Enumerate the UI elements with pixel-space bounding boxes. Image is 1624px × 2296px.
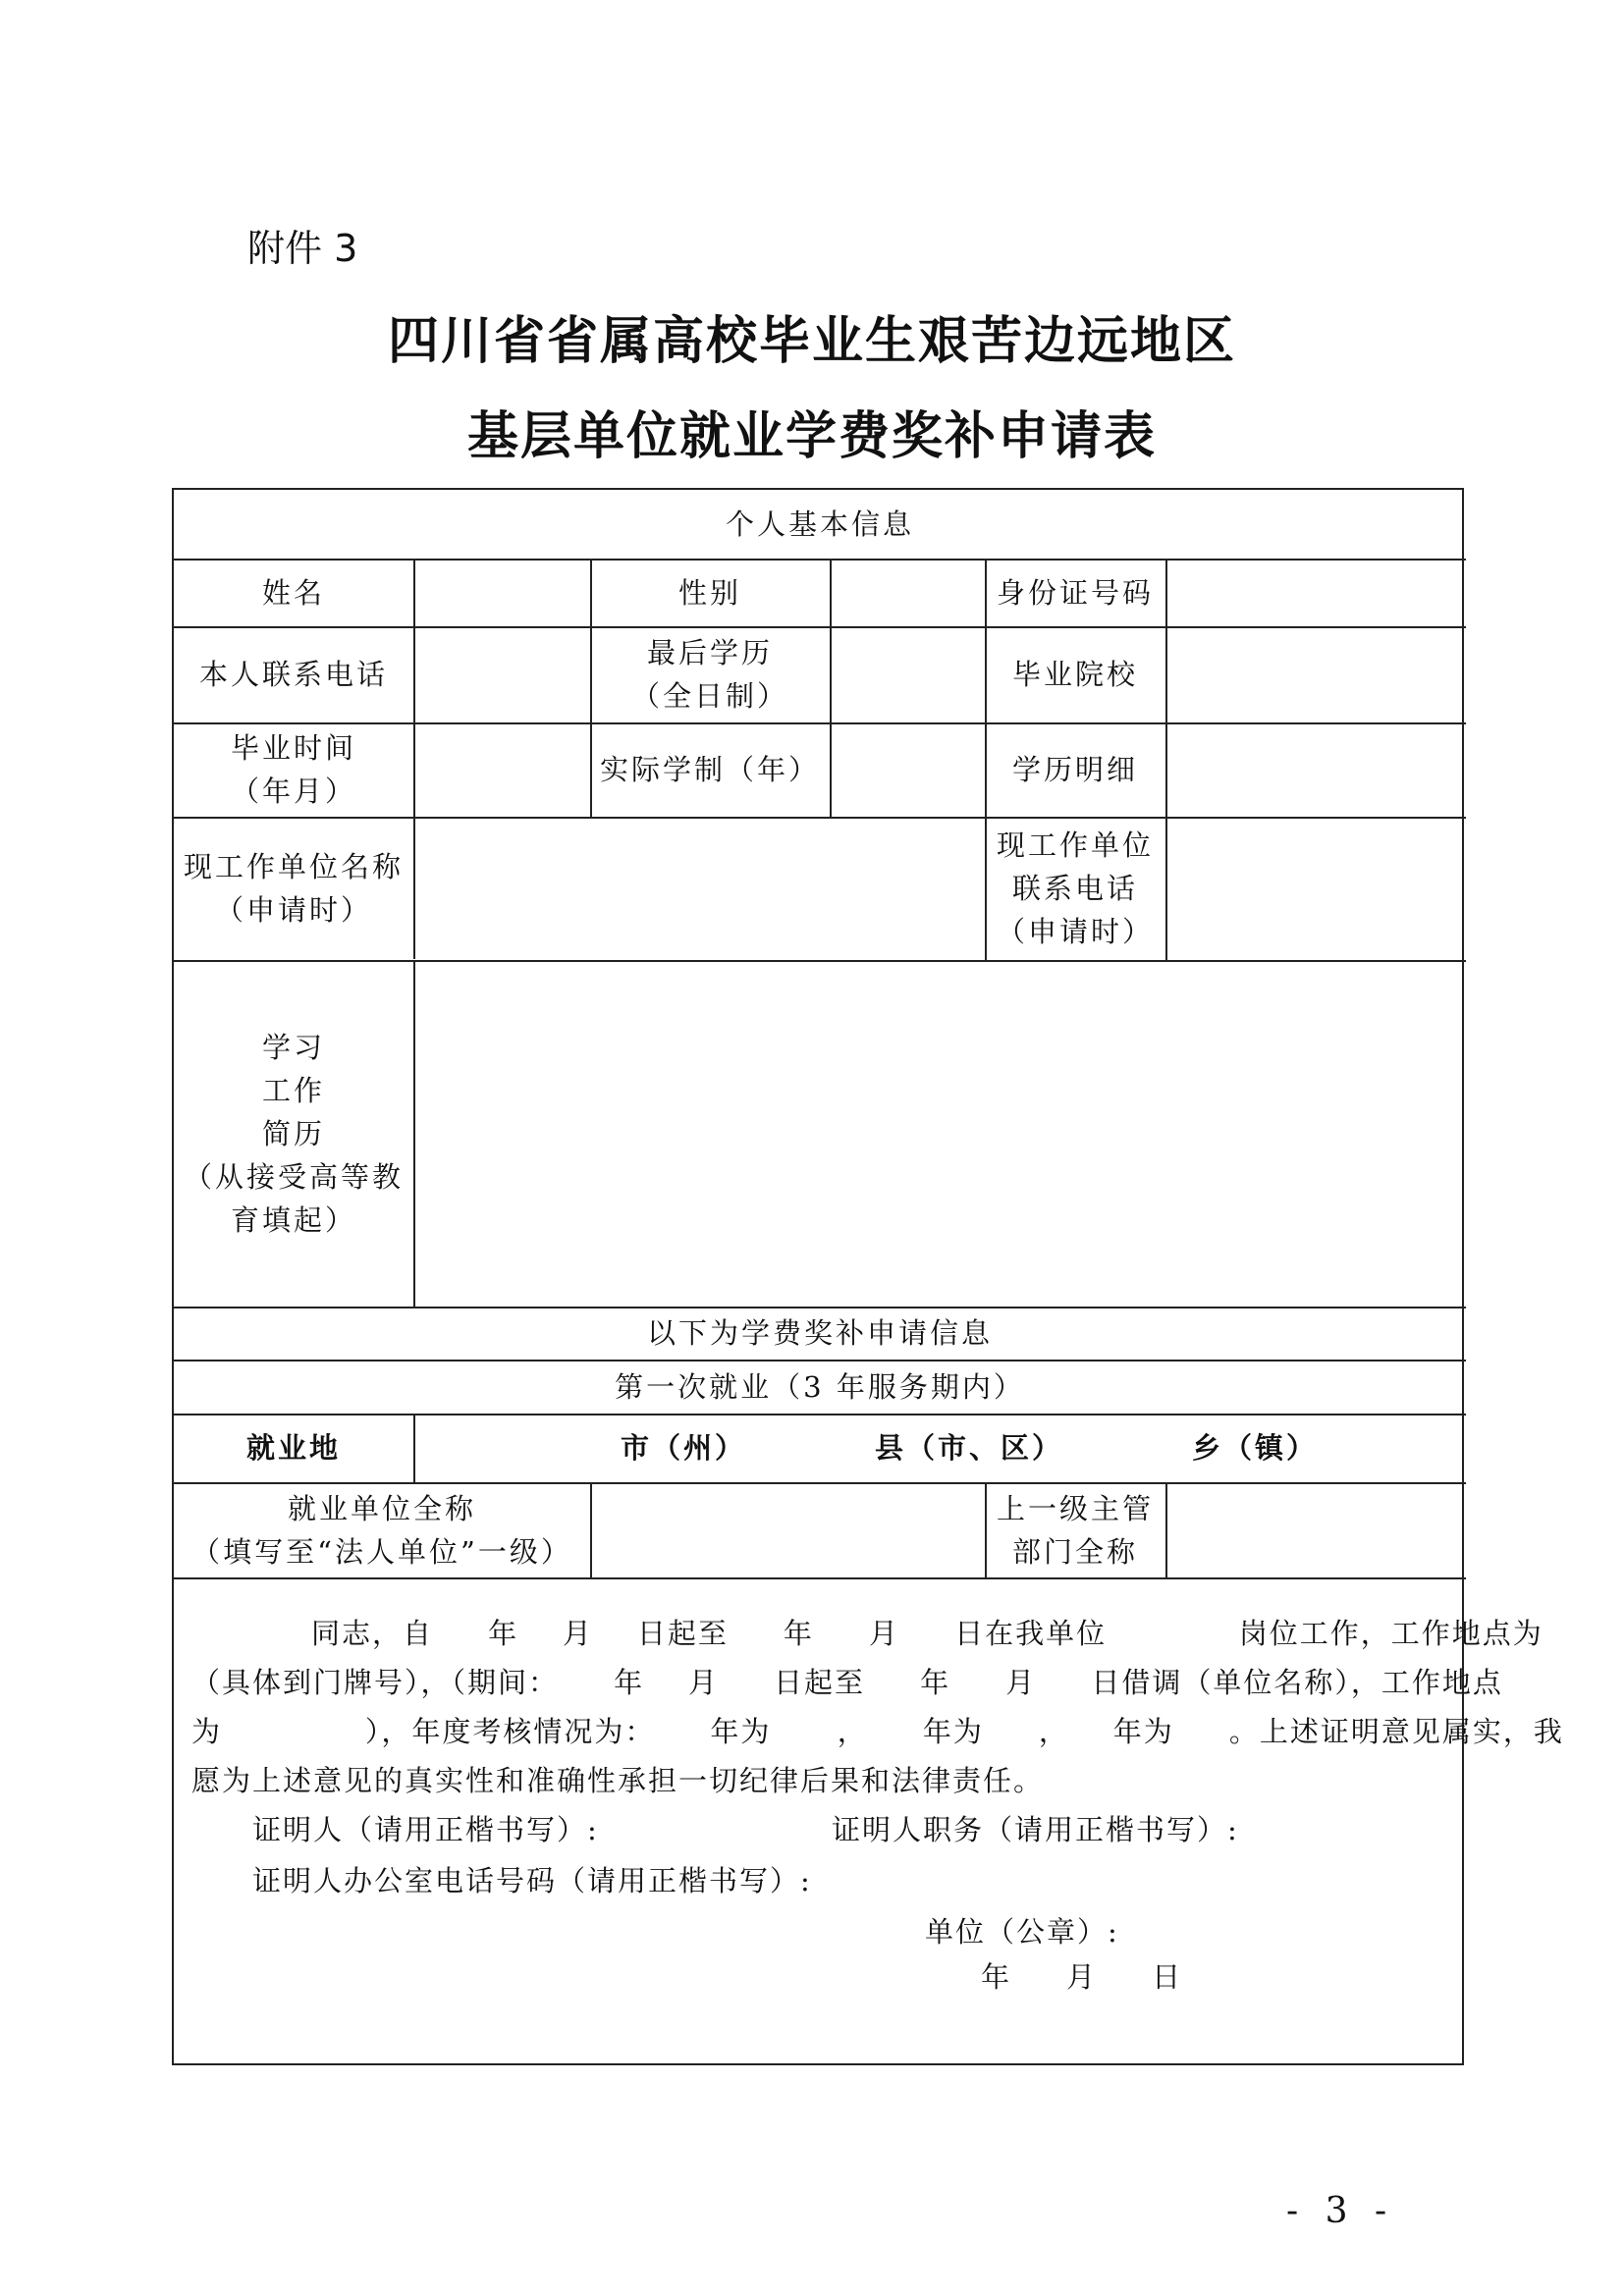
- field-gender[interactable]: [830, 559, 985, 626]
- label-gender: 性别: [677, 575, 741, 610]
- field-education[interactable]: [830, 626, 985, 722]
- form-title-line1: 四川省省属高校毕业生艰苦边远地区: [387, 311, 1236, 371]
- field-resume[interactable]: [413, 960, 1466, 1307]
- label-id-number: 身份证号码: [996, 575, 1154, 610]
- field-grad-time[interactable]: [413, 722, 590, 817]
- field-work-phone[interactable]: [1165, 817, 1466, 960]
- section-subsidy-info: 以下为学费奖补申请信息: [646, 1316, 993, 1350]
- label-location: 就业地: [245, 1431, 341, 1465]
- field-phone[interactable]: [413, 626, 590, 722]
- date-label: 年 月 日: [981, 1960, 1183, 1994]
- field-name[interactable]: [413, 559, 590, 626]
- label-edu-detail: 学历明细: [1011, 753, 1138, 786]
- label-resume: 学习 工作 简历 （从接受高等教 育填起）: [183, 1030, 404, 1237]
- label-phone: 本人联系电话: [198, 658, 388, 691]
- label-grad-time: 毕业时间 （年月）: [230, 731, 356, 808]
- certifier-title-label: 证明人职务（请用正楷书写）:: [832, 1813, 1239, 1846]
- label-duration: 实际学制（年）: [599, 753, 820, 786]
- field-location[interactable]: 市（州） 县（市、区） 乡（镇）: [621, 1431, 1318, 1465]
- section-personal-info: 个人基本信息: [725, 507, 914, 541]
- cert-line-4: 愿为上述意见的真实性和准确性承担一切纪律后果和法律责任。: [191, 1764, 1045, 1797]
- seal-label: 单位（公章）:: [925, 1915, 1119, 1949]
- field-work-unit[interactable]: [413, 817, 985, 960]
- certifier-name-label: 证明人（请用正楷书写）:: [252, 1813, 599, 1846]
- field-employer[interactable]: [590, 1482, 985, 1577]
- field-edu-detail[interactable]: [1165, 722, 1466, 817]
- attachment-label: 附件 3: [247, 227, 358, 270]
- section-first-job: 第一次就业（3 年服务期内）: [615, 1369, 1025, 1404]
- label-employer: 就业单位全称 （填写至“法人单位”一级）: [191, 1491, 572, 1569]
- label-name: 姓名: [261, 575, 325, 610]
- label-work-unit: 现工作单位名称 （申请时）: [183, 850, 404, 927]
- cert-line-1: 同志，自 年 月 日起至 年 月 日在我单位 岗位工作，工作地点为: [311, 1617, 1543, 1650]
- label-work-phone: 现工作单位 联系电话 （申请时）: [996, 828, 1154, 948]
- page-number: - 3 -: [1286, 2191, 1395, 2231]
- cert-line-2: （具体到门牌号），（期间： 年 月 日起至 年 月 日借调（单位名称），工作地点: [191, 1666, 1503, 1699]
- label-school: 毕业院校: [1011, 658, 1138, 691]
- label-education: 最后学历 （全日制）: [630, 636, 788, 713]
- field-id-number[interactable]: [1165, 559, 1466, 626]
- certifier-phone-label: 证明人办公室电话号码（请用正楷书写）:: [252, 1864, 812, 1897]
- form-title-line2: 基层单位就业学费奖补申请表: [466, 406, 1157, 466]
- field-supervisor[interactable]: [1165, 1482, 1466, 1577]
- field-duration[interactable]: [830, 722, 985, 817]
- label-supervisor: 上一级主管 部门全称: [996, 1491, 1154, 1569]
- field-school[interactable]: [1165, 626, 1466, 722]
- application-form: [172, 488, 1564, 2065]
- row-divider: [174, 1577, 1466, 1579]
- cert-line-3: 为 ），年度考核情况为： 年为 ， 年为 ， 年为 。上述证明意见属实，我: [191, 1715, 1564, 1748]
